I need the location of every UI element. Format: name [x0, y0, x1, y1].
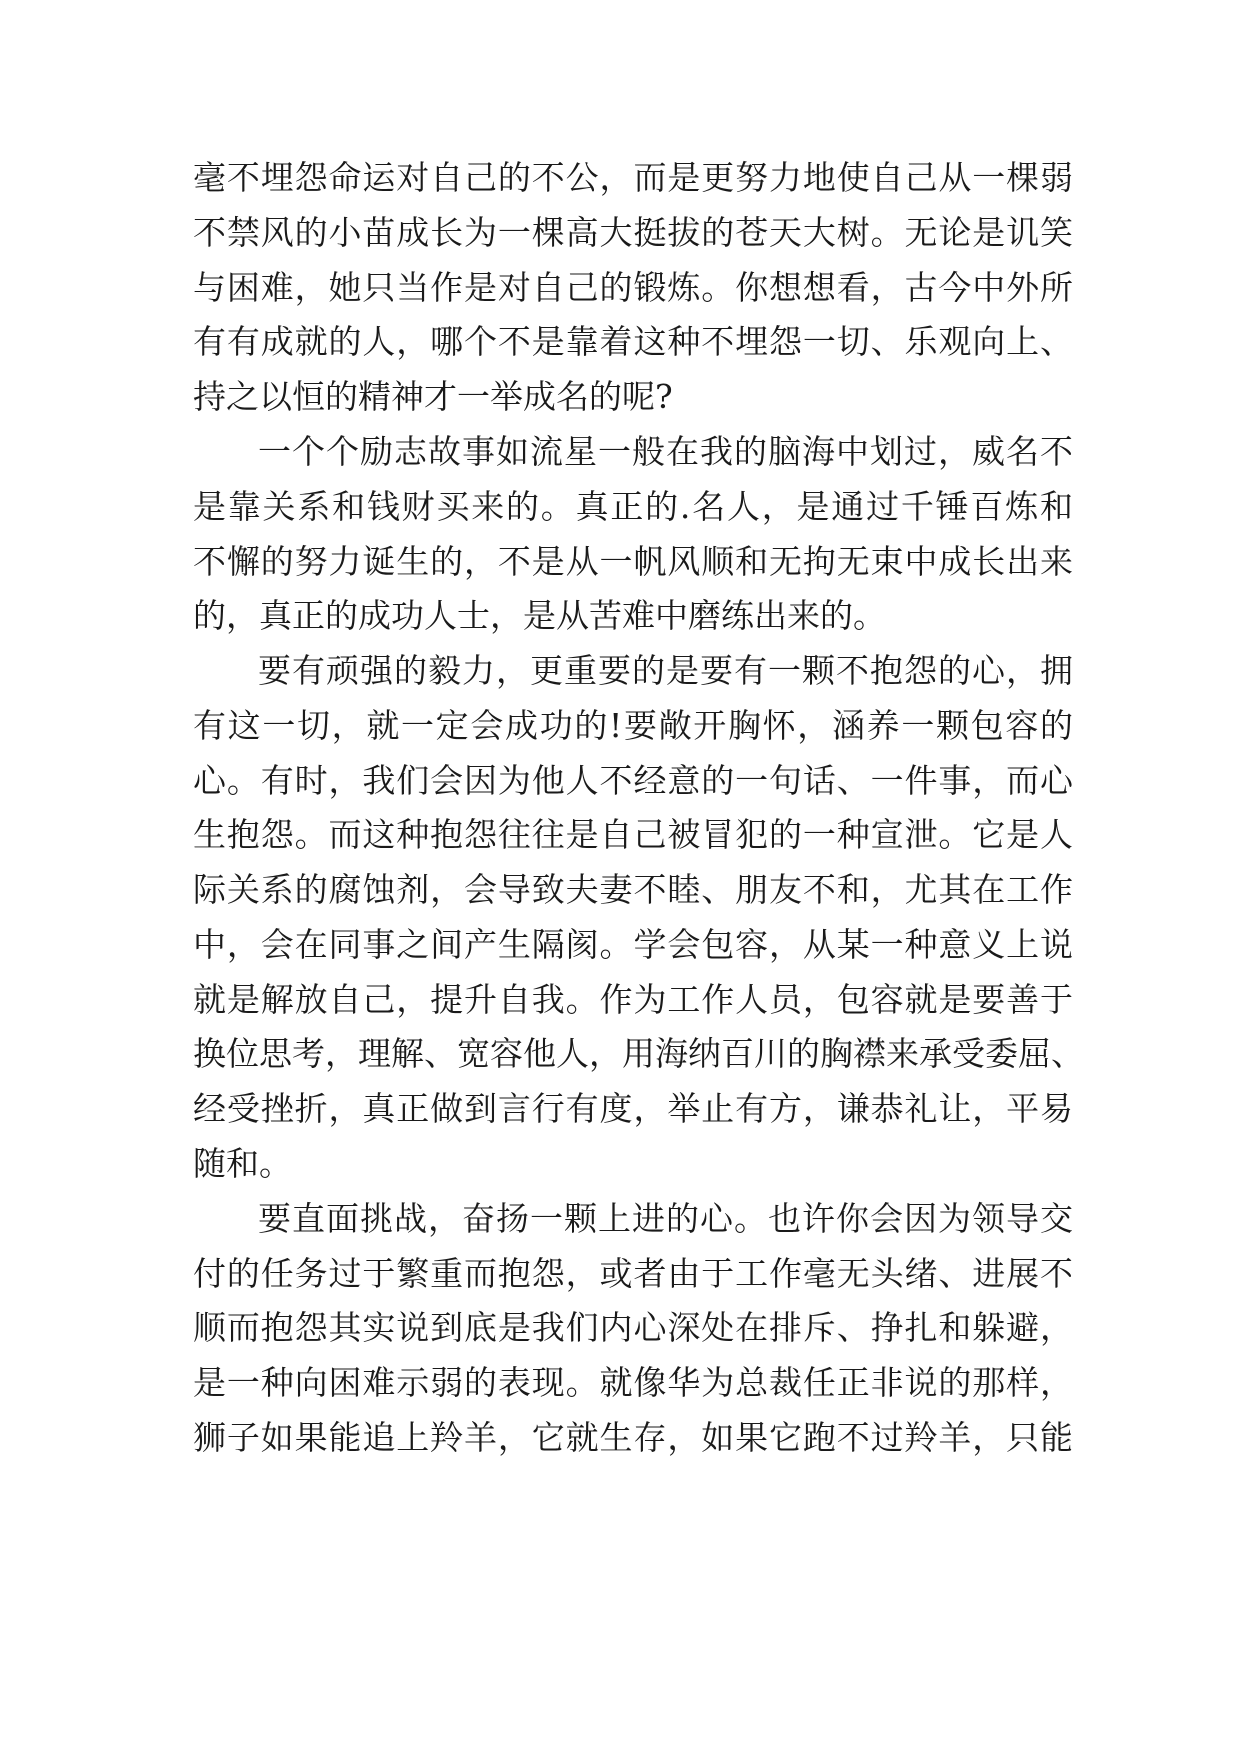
text-line: 不禁风的小苗成长为一棵高大挺拔的苍天大树。无论是讥笑	[193, 213, 1073, 252]
text-line: 是一种向困难示弱的表现。就像华为总裁任正非说的那样，	[193, 1363, 1073, 1402]
text-line: 顺而抱怨其实说到底是我们内心深处在排斥、挣扎和躲避，	[193, 1308, 1073, 1347]
paragraph-first-line: 要有顽强的毅力，更重要的是要有一颗不抱怨的心，拥	[258, 651, 1073, 690]
text-line: 付的任务过于繁重而抱怨，或者由于工作毫无头绪、进展不	[193, 1254, 1073, 1293]
text-line: 就是解放自己，提升自我。作为工作人员，包容就是要善于	[193, 980, 1073, 1019]
text-line: 有这一切，就一定会成功的!要敞开胸怀，涵养一颗包容的	[193, 706, 1073, 745]
text-line: 是靠关系和钱财买来的。真正的.名人，是通过千锤百炼和	[193, 487, 1073, 526]
text-line: 随和。	[193, 1144, 292, 1183]
text-line: 不懈的努力诞生的，不是从一帆风顺和无拘无束中成长出来	[193, 542, 1073, 581]
text-line: 中，会在同事之间产生隔阂。学会包容，从某一种意义上说	[193, 925, 1073, 964]
text-line: 持之以恒的精神才一举成名的呢?	[193, 377, 673, 416]
paragraph-first-line: 一个个励志故事如流星一般在我的脑海中划过，威名不	[258, 432, 1073, 471]
paragraph-first-line: 要直面挑战，奋扬一颗上进的心。也许你会因为领导交	[258, 1199, 1073, 1238]
text-line: 狮子如果能追上羚羊，它就生存，如果它跑不过羚羊，只能	[193, 1418, 1073, 1457]
text-line: 际关系的腐蚀剂，会导致夫妻不睦、朋友不和，尤其在工作	[193, 870, 1073, 909]
text-line: 换位思考，理解、宽容他人，用海纳百川的胸襟来承受委屈、	[193, 1034, 1084, 1073]
text-line: 心。有时，我们会因为他人不经意的一句话、一件事，而心	[193, 761, 1073, 800]
text-line: 有有成就的人，哪个不是靠着这种不埋怨一切、乐观向上、	[193, 322, 1073, 361]
text-line: 生抱怨。而这种抱怨往往是自己被冒犯的一种宣泄。它是人	[193, 815, 1073, 854]
text-line: 毫不埋怨命运对自己的不公，而是更努力地使自己从一棵弱	[193, 158, 1073, 197]
text-line: 经受挫折，真正做到言行有度，举止有方，谦恭礼让，平易	[193, 1089, 1073, 1128]
text-line: 的，真正的成功人士，是从苦难中磨练出来的。	[193, 596, 886, 635]
text-line: 与困难，她只当作是对自己的锻炼。你想想看，古今中外所	[193, 268, 1073, 307]
